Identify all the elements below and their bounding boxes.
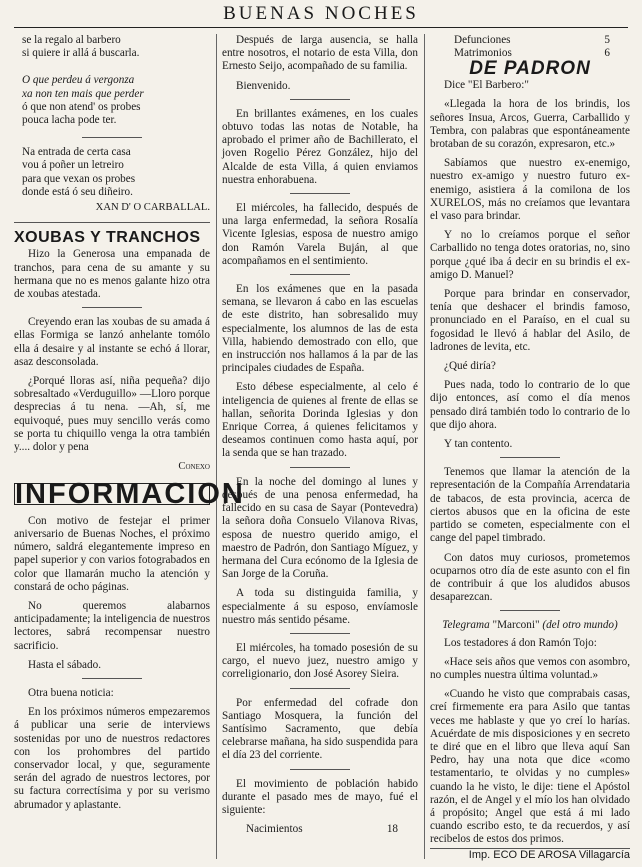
stat-value: 6 xyxy=(604,47,610,59)
column-left xyxy=(14,34,245,859)
poem-galician-1 xyxy=(14,74,210,127)
poem-line: Na entrada de certa casa xyxy=(22,146,131,159)
paragraph: Creyendo eran las xoubas de su amada á ellas Formiga se lanzó anhelante tomólo ella á desaire y al instante se echó á llorar, asaz desconsolada. xyxy=(14,316,210,368)
paragraph: El miércoles, ha fallecido, después de una larga enfermedad, la señora Rosalía Vicente Iglesias, esposa de nuestro amigo don Ramón Varela Buján, al que acompañamos en el sentimiento. xyxy=(222,202,418,267)
paragraph: Hizo la Generosa una empanada de tranchos, para cena de su amante y su hermana que no es menos galante hizo otra de xoubas atestada. xyxy=(14,248,210,301)
population-stat-row xyxy=(222,823,418,836)
section-divider xyxy=(290,274,350,275)
stat-label: Defunciones xyxy=(454,34,511,46)
masthead xyxy=(0,0,642,30)
section-divider xyxy=(82,137,142,138)
paragraph: Después de larga ausencia, se halla entre nosotros, el notario de esta Villa, don Ernesto Seijo, acompañado de su familia. xyxy=(222,34,418,73)
telegram-name: "Marconi" xyxy=(492,619,540,632)
section-divider xyxy=(82,678,142,679)
stat-value: 18 xyxy=(386,823,398,836)
paragraph: En los exámenes que en la pasada semana, se llevaron á cabo en las escuelas de este distrito, han sobresalido muy especialmente, los alumnos de las de esta Villa, habiendo demostrado con ello, que en instrucción nos hallamos á la par de las principales ciudades de España. xyxy=(222,283,418,375)
paragraph: Esto débese especialmente, al celo é inteligencia de quienes al frente de ellas se hallan, señorita Dorinda Iglesias y don Enrique Correa, á quienes felicitamos y deseamos continuen como hasta aquí, por la senda que se han trazado. xyxy=(222,381,418,460)
paragraph: Los testadores á don Ramón Tojo: xyxy=(444,636,597,649)
poem-line: ó que non atend' os probes xyxy=(22,100,141,113)
poem-galician-2 xyxy=(14,146,210,199)
stat-value: 5 xyxy=(604,34,610,46)
paragraph: Sabíamos que nuestro ex-enemigo, nuestro ex-amigo y nuestro futuro ex-enemigo, asistiera á la comilona de los XURELOS, más no creíamos que levantara el vaso para brindar. xyxy=(430,157,630,223)
section-heading-informacion: INFORMACION xyxy=(15,478,245,511)
masthead-rule xyxy=(14,27,628,28)
column-right xyxy=(430,34,630,859)
paragraph: En brillantes exámenes, en los cuales obtuvo todas las notas de Notable, ha aprobado el primer año de Bachillerato, el joven Rogelio Pérez González, hijo del Alcalde de esta Villa, á quien enviamos nuestra enhorabuena. xyxy=(222,107,418,186)
paragraph: A toda su distinguida familia, y especialmente á su esposo, envíamosle nuestro más sentido pésame. xyxy=(222,587,418,626)
paragraph: El movimiento de población habido durante el pasado mes de mayo, fué el siguiente: xyxy=(222,777,418,816)
section-divider xyxy=(82,307,142,308)
column-middle xyxy=(222,34,418,859)
section-divider xyxy=(500,610,560,611)
population-stat-row xyxy=(430,34,630,47)
paragraph: «Llegada la hora de los brindis, los señores Insua, Arcos, Guerra, Carballido y Tembra, con palabras que espontáneamente brotaban de su corazón, expresaron, etc.» xyxy=(430,98,630,151)
paragraph: Y no lo creíamos porque el señor Carballido no tenga dotes oratorias, no, sino porque ¿qué iba á decir en su brindis el ex-amigo D. Manuel? xyxy=(430,229,630,281)
text-line: si quiere ir allá á buscarla. xyxy=(22,47,140,60)
stat-label: Nacimientos xyxy=(246,823,303,836)
paragraph: «Hace seis años que vemos con asombro, no cumples nuestra última voluntad.» xyxy=(430,655,630,681)
paragraph: No queremos alabarnos anticipadamente; la inteligencia de nuestros lectores, sabrá recompensar nuestro sacrificio. xyxy=(14,599,210,652)
section-divider xyxy=(290,633,350,634)
paragraph: En los próximos números empezaremos á publicar una serie de interviews sostenidas por uno de nuestros redactores con los prohombres del partido conservador local, y que, seguramente serán del agrado de nuestros lectores, por su factura correctísima y por su verismo abrumador y aplastante. xyxy=(14,706,210,811)
section-divider xyxy=(290,688,350,689)
paragraph: Tenemos que llamar la atención de la representación de la Compañía Arrendataria de tabacos, de esta provincia, acerca de ciertos abusos que en la oficina de este partido se cometen, especialmente con el cange del papel timbrado. xyxy=(430,466,630,545)
telegram-heading xyxy=(430,619,630,632)
paragraph: Y tan contento. xyxy=(444,438,513,451)
signature: Conexo xyxy=(178,461,210,473)
paragraph: El miércoles, ha tomado posesión de su cargo, el nuevo juez, nuestro amigo y correligionario, don José Asorey Sieira. xyxy=(222,641,418,681)
paragraph: «Cuando he visto que comprabais casas, creí firmemente era para Asilo que tantas veces me hablaste y que yo creí lo harías. Acuérdate de mis disposiciones y en secreto te diré que en el libro que lleva aquí San Pedro, hay una nota que dice «como testamentario, te olvidas y no cumples» cuando la he visto, le dije: tiene el Apóstol razón, el de Angel y el mío los han olvidado á propósito; Angel que está á mi lado cuando escribo esto, te da recuerdos, y así recibelos de estos dos primos. xyxy=(430,688,630,846)
paragraph: Con motivo de festejar el primer aniversario de Buenas Noches, el próximo número, saldrá elegantemente impreso en papel superior y con varios fotograbados en color que llamarán mucho la atención y constará de ocho páginas. xyxy=(14,514,210,593)
poem-line: xa non ten mais que perder xyxy=(22,87,144,100)
paragraph: Otra buena noticia: xyxy=(28,686,114,699)
section-heading-padron: DE PADRON xyxy=(469,58,591,79)
paragraph: Porque para brindar en conservador, tenía que deshacer el brindis famoso, pronunciado en el Paraíso, en el cual su fogosidad le llevó á hablar del Asilo, de ladrones de levita, etc. xyxy=(430,288,630,353)
poem-line: donde está ó seu diñeiro. xyxy=(22,185,133,198)
stat-label: Matrimonios xyxy=(454,47,512,59)
paragraph: Por enfermedad del cofrade don Santiago Mosquera, la función del Santísimo Sacramento, que debía celebrarse mañana, ha sido suspendida para el día 23 del corriente. xyxy=(222,696,418,762)
paragraph: Dice "El Barbero:" xyxy=(444,79,529,92)
paragraph: Pues nada, todo lo contrario de lo que dijo entonces, así como el día menos pensado dirá también todo lo contrario de lo que dijo ahora. xyxy=(430,379,630,431)
poem-line: para que vexan os probes xyxy=(22,172,136,185)
printer-imprint xyxy=(430,848,630,861)
newspaper-title: BUENAS NOCHES xyxy=(223,3,419,24)
imprint-text: Imp. ECO DE AROSA Villagarcía xyxy=(468,849,630,861)
poem-line: pouca lacha pode ter. xyxy=(22,114,117,127)
section-divider xyxy=(500,457,560,458)
paragraph: Con datos muy curiosos, prometemos ocuparnos otro día de este asunto con el fin de contribuir á que los aludidos abusos desaparezcan. xyxy=(430,551,630,604)
text-line: se la regalo al barbero xyxy=(22,34,121,46)
intro-lines xyxy=(14,34,210,60)
paragraph: ¿Qué diría? xyxy=(444,360,496,373)
section-divider xyxy=(290,193,350,194)
section-divider xyxy=(290,769,350,770)
column-divider xyxy=(424,34,425,859)
paragraph: En la noche del domingo al lunes y después de una penosa enfermedad, ha fallecido en su casa de Sayar (Pontevedra) la señora doña Consuelo Vilanova Rivas, esposa de nuestro querido amigo, el maestro de Padrón, don Santiago Míguez, y hermana del Cura ecónomo de la Iglesia de San Jorge de la Coruña. xyxy=(222,475,418,581)
poem-line: O que perdeu á vergonza xyxy=(22,74,135,87)
section-divider xyxy=(290,99,350,100)
paragraph: ¿Porqué lloras así, niña pequeña? dijo sobresaltado «Verduguillo» —Lloro porque desprecias á tu nena. —Ah, sí, me equivoqué, pues muy sencillo verás como se porta tu chiquillo venga la otra también y.... dolor y pena xyxy=(14,375,210,454)
paragraph: Bienvenido. xyxy=(236,79,291,92)
poem-signature: XAN D' O CARBALLAL. xyxy=(95,202,210,214)
section-divider xyxy=(290,467,350,468)
column-divider xyxy=(216,34,217,859)
section-divider xyxy=(14,222,210,223)
telegram-subtitle: (del otro mundo) xyxy=(542,619,618,632)
poem-line: vou á poñer un letreiro xyxy=(22,159,124,172)
paragraph: Hasta el sábado. xyxy=(28,658,102,671)
telegram-label: Telegrama xyxy=(442,619,490,632)
section-heading-xoubas: XOUBAS Y TRANCHOS xyxy=(14,229,201,247)
